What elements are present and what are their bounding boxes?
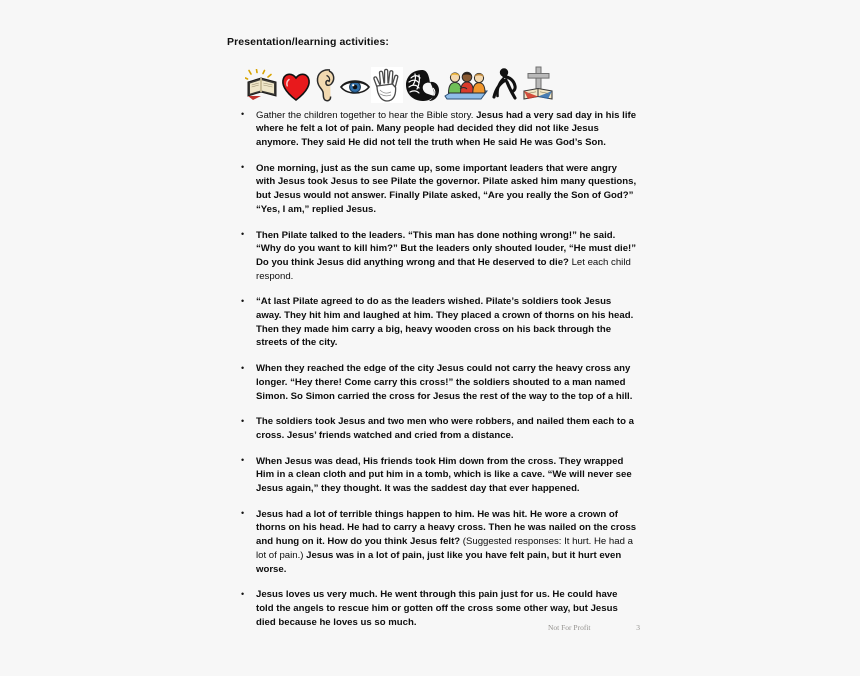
bullet-text-bold: When Jesus was dead, His friends took Him down from the cross. They wrapped Him in a clean cloth and put him in a tomb, which is like a cave. “We will never see Jesus again,” they thought. It was the saddest day that ever happened.: [256, 455, 632, 495]
page-number: 3: [636, 623, 640, 632]
heart-icon: [280, 69, 312, 103]
head-profile-icon: [404, 69, 442, 103]
footer-notice: Not For Profit: [548, 623, 591, 632]
activity-bullet-item: [227, 229, 637, 284]
bullet-text-bold: When they reached the edge of the city Jesus could not carry the heavy cross any longer. “Hey there! Come carry this cross!” the soldiers shouted to a man named Simon. So Simon carried the cross for Jesus the rest of the way to the top of a hill.: [256, 363, 633, 402]
cross-bible-icon: [521, 65, 559, 103]
ear-icon: [313, 67, 339, 103]
activity-icon-strip: [245, 63, 637, 103]
eye-icon: [340, 69, 370, 103]
bullet-text-bold: Jesus had a lot of terrible things happen to him. He was hit. He wore a crown of thorns on his head. He had to carry a heavy cross. Then he was nailed on the cross and hung on it. How do you think Jesus felt?: [256, 508, 637, 548]
page-content: [227, 36, 637, 641]
page-footer: [548, 623, 644, 632]
bullet-text-bold: Then Pilate talked to the leaders. “This man has done nothing wrong!” he said. “Why do you want to kill him?” But the leaders only shouted louder, “He must die!” Do you think Jesus did anything wrong and that He deserved to die?: [256, 229, 637, 268]
open-bible-icon: [245, 69, 279, 103]
bullet-text-bold: One morning, just as the sun came up, some important leaders that were angry with Jesus took Jesus to see Pilate the governor. Pilate asked him many questions, but Jesus would not answer. Finally Pilate asked, “Are you really the Son of God?” “Yes, I am,” replied Jesus.: [256, 162, 637, 215]
bullet-text-bold: Jesus was in a lot of pain, just like you have felt pain, but it hurt even worse.: [256, 549, 622, 575]
activity-bullet-list: [227, 109, 637, 630]
stretching-person-icon: [490, 67, 520, 103]
hand-icon: [371, 67, 403, 103]
children-group-icon: [443, 69, 489, 103]
activity-bullet-item: [227, 455, 637, 496]
bullet-text-regular: (Suggested responses: It hurt. He had a lot of pain.): [256, 536, 633, 561]
bullet-text-bold: “At last Pilate agreed to do as the leaders wished. Pilate’s soldiers took Jesus away. They hit him and laughed at him. They placed a crown of thorns on his head. Then they made him carry a big, heavy wooden cross on his back through the streets of the city.: [256, 296, 634, 349]
activity-bullet-item: [227, 415, 637, 442]
bullet-text-regular: Let each child respond.: [256, 256, 631, 282]
activity-bullet-item: [227, 109, 637, 150]
activity-bullet-item: [227, 362, 637, 403]
activity-bullet-item: [227, 162, 637, 217]
activity-bullet-item: [227, 295, 637, 350]
page-title: Presentation/learning activities:: [227, 36, 390, 48]
bullet-text-bold: The soldiers took Jesus and two men who were robbers, and nailed them each to a cross. Jesus’ friends watched and cried from a distance.: [256, 416, 634, 441]
bullet-text-regular: Gather the children together to hear the Bible story.: [256, 109, 477, 121]
bullet-text-bold: Jesus loves us very much. He went through this pain just for us. He could have told the angels to rescue him or gotten off the cross some other way, but Jesus died because he loves us so much.: [256, 589, 618, 628]
activity-bullet-item: [227, 508, 637, 577]
bullet-text-bold: Jesus had a very sad day in his life where he felt a lot of pain. Many people had decided they did not like Jesus anymore. They said He did not tell the truth when He said He was God’s Son.: [256, 109, 637, 148]
